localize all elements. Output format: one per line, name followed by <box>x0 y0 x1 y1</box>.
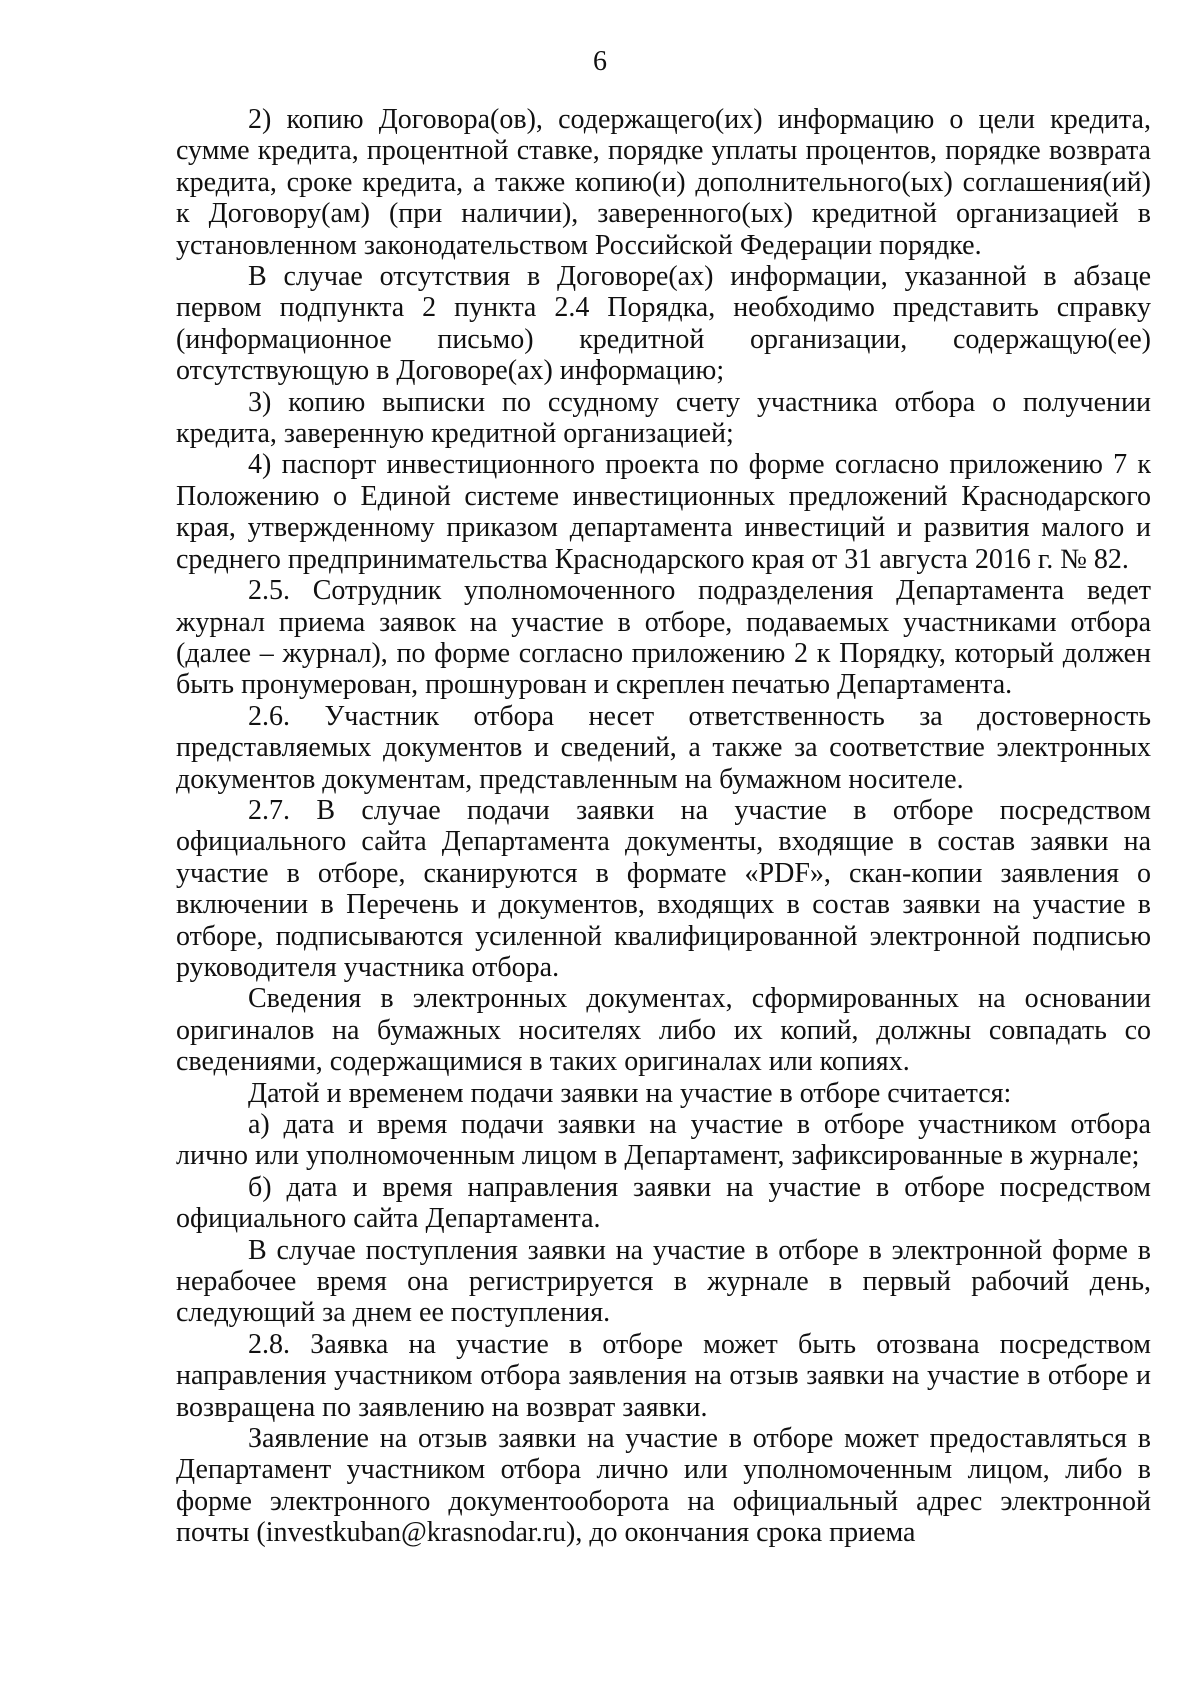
paragraph-2-6: 2.6. Участник отбора несет ответственность за достоверность представляемых документов и сведений, а также за соответствие электронных документов документам, представленным на бумажном носителе. <box>176 700 1151 795</box>
paragraph-item-b: б) дата и время направления заявки на участие в отборе посредством официального сайта Департамента. <box>176 1171 1151 1235</box>
paragraph-submission-date: Датой и временем подачи заявки на участие в отборе считается: <box>248 1077 1012 1109</box>
paragraph-2-5: 2.5. Сотрудник уполномоченного подразделения Департамента ведет журнал приема заявок на участие в отборе, подаваемых участниками отбора (далее – журнал), по форме согласно приложению 2 к Порядку, который должен быть пронумерован, прошнурован и скреплен печатью Департамента. <box>176 575 1151 701</box>
paragraph-item-3: 3) копию выписки по ссудному счету участника отбора о получении кредита, заверенную кредитной организацией; <box>176 386 1151 450</box>
paragraph-missing-info: В случае отсутствия в Договоре(ах) информации, указанной в абзаце первом подпункта 2 пункта 2.4 Порядка, необходимо представить справку (информационное письмо) кредитной организации, содержащую(ее) отсутствующую в Договоре(ах) информацию; <box>176 261 1151 387</box>
paragraph-non-working-time: В случае поступления заявки на участие в отборе в электронной форме в нерабочее время она регистрируется в журнале в первый рабочий день, следующий за днем ее поступления. <box>176 1234 1151 1329</box>
paragraph-withdrawal: Заявление на отзыв заявки на участие в отборе может предоставляться в Департамент участником отбора лично или уполномоченным лицом, либо в форме электронного документооборота на официальный адрес электронной почты (investkuban@krasnodar.ru), до окончания срока приема <box>176 1423 1151 1549</box>
paragraph-item-a: а) дата и время подачи заявки на участие в отборе участником отбора лично или уполномоченным лицом в Департамент, зафиксированные в журнале; <box>176 1109 1151 1172</box>
paragraph-2-7: 2.7. В случае подачи заявки на участие в отборе посредством официального сайта Департамента документы, входящие в состав заявки на участие в отборе, сканируются в формате «PDF», скан-копии заявления о включении в Перечень и документов, входящих в состав заявки на участие в отборе, подписываются усиленной квалифицированной электронной подписью руководителя участника отбора. <box>176 794 1151 983</box>
page-number: 6 <box>593 46 607 77</box>
paragraph-electronic-docs: Сведения в электронных документах, сформированных на основании оригиналов на бумажных носителях либо их копий, должны совпадать со сведениями, содержащимися в таких оригиналах или копиях. <box>176 983 1151 1078</box>
document-body <box>176 104 1151 1549</box>
paragraph-item-4: 4) паспорт инвестиционного проекта по форме согласно приложению 7 к Положению о Единой системе инвестиционных предложений Краснодарского края, утвержденному приказом департамента инвестиций и развития малого и среднего предпринимательства Краснодарского края от 31 августа 2016 г. № 82. <box>176 449 1151 575</box>
paragraph-item-2: 2) копию Договора(ов), содержащего(их) информацию о цели кредита, сумме кредита, процентной ставке, порядке уплаты процентов, порядке возврата кредита, сроке кредита, а также копию(и) дополнительного(ых) соглашения(ий) к Договору(ам) (при наличии), заверенного(ых) кредитной организацией в установленном законодательством Российской Федерации порядке. <box>176 104 1151 261</box>
paragraph-2-8: 2.8. Заявка на участие в отборе может быть отозвана посредством направления участником отбора заявления на отзыв заявки на участие в отборе и возвращена по заявлению на возврат заявки. <box>176 1328 1151 1423</box>
